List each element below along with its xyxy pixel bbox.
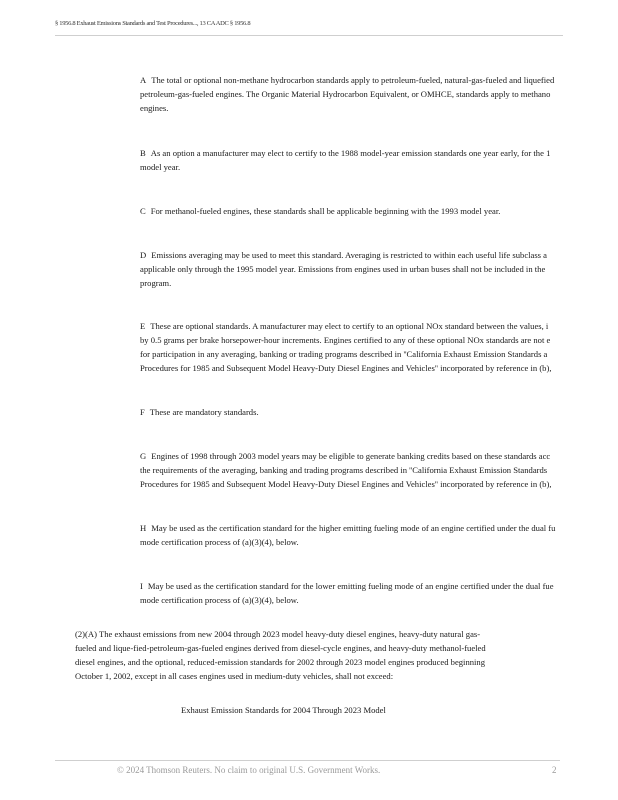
footnote-line: for participation in any averaging, banking or trading programs described in ''California Exhaust Emission Standards a xyxy=(140,349,548,359)
table-title: Exhaust Emission Standards for 2004 Through 2023 Model xyxy=(181,705,386,715)
page-number: 2 xyxy=(552,765,557,775)
footnote-f xyxy=(140,405,618,419)
footnote-i xyxy=(140,579,618,607)
footnote-letter: D xyxy=(140,250,147,260)
footnote-line: mode certification process of (a)(3)(4), below. xyxy=(140,595,299,605)
section-2a-paragraph xyxy=(75,627,565,683)
paragraph-line: fueled and lique-fied-petroleum-gas-fueled engines derived from diesel-cycle engines, and heavy-duty methanol-fueled xyxy=(75,643,486,653)
footnote-line: petroleum-gas-fueled engines. The Organic Material Hydrocarbon Equivalent, or OMHCE, standards apply to methano xyxy=(140,89,551,99)
footnote-line: mode certification process of (a)(3)(4), below. xyxy=(140,537,299,547)
footnote-letter: F xyxy=(140,407,145,417)
footnote-letter: H xyxy=(140,523,147,533)
paragraph-line: October 1, 2002, except in all cases engines used in medium-duty vehicles, shall not exceed: xyxy=(75,671,394,681)
header-divider xyxy=(55,35,563,36)
footnote-line: F These are mandatory standards. xyxy=(140,407,259,417)
footnote-line: model year. xyxy=(140,162,181,172)
footnote-letter: E xyxy=(140,321,146,331)
footnote-b xyxy=(140,146,618,174)
footnote-line: Procedures for 1985 and Subsequent Model Heavy-Duty Diesel Engines and Vehicles'' incorporated by reference in (b), xyxy=(140,363,552,373)
footnote-d xyxy=(140,248,618,290)
footnote-letter: I xyxy=(140,581,143,591)
footnote-line: Procedures for 1985 and Subsequent Model Heavy-Duty Diesel Engines and Vehicles'' incorporated by reference in (b), xyxy=(140,479,552,489)
footnote-line: applicable only through the 1995 model year. Emissions from engines used in urban buses shall not be included in the xyxy=(140,264,546,274)
footnote-e xyxy=(140,319,618,375)
footnote-line: E These are optional standards. A manufacturer may elect to certify to an optional NOx standard between the values, i xyxy=(140,321,549,331)
footnote-letter: A xyxy=(140,75,147,85)
footnote-h xyxy=(140,521,618,549)
footnote-c xyxy=(140,204,618,218)
footnote-a xyxy=(140,73,618,115)
footnote-line: B As an option a manufacturer may elect to certify to the 1988 model-year emission standards one year early, for the 1 xyxy=(140,148,551,158)
footnote-line: C For methanol-fueled engines, these standards shall be applicable beginning with the 1993 model year. xyxy=(140,206,501,216)
copyright-footer: © 2024 Thomson Reuters. No claim to original U.S. Government Works. xyxy=(117,765,381,775)
footnote-letter: C xyxy=(140,206,146,216)
footnote-line: engines. xyxy=(140,103,169,113)
footnote-line: G Engines of 1998 through 2003 model years may be eligible to generate banking credits based on these standards acc xyxy=(140,451,551,461)
paragraph-line: diesel engines, and the optional, reduced-emission standards for 2002 through 2023 model engines produced beginning xyxy=(75,657,486,667)
footer-divider xyxy=(55,760,560,761)
running-header: § 1956.8 Exhaust Emissions Standards and Test Procedures..., 13 CA ADC § 1956.8 xyxy=(55,20,251,27)
footnote-line: program. xyxy=(140,278,172,288)
footnote-line: the requirements of the averaging, banking and trading programs described in ''California Exhaust Emission Standards xyxy=(140,465,548,475)
paragraph-line: (2)(A) The exhaust emissions from new 2004 through 2023 model heavy-duty diesel engines, heavy-duty natural gas- xyxy=(75,629,481,639)
footnote-line: A The total or optional non-methane hydrocarbon standards apply to petroleum-fueled, natural-gas-fueled and liquefied xyxy=(140,75,555,85)
footnote-g xyxy=(140,449,618,491)
footnote-line: D Emissions averaging may be used to meet this standard. Averaging is restricted to within each useful life subclass a xyxy=(140,250,547,260)
footnote-letter: G xyxy=(140,451,147,461)
footnote-line: I May be used as the certification standard for the lower emitting fueling mode of an engine certified under the dual fue xyxy=(140,581,554,591)
footnote-line: by 0.5 grams per brake horsepower-hour increments. Engines certified to any of these optional NOx standards are not e xyxy=(140,335,551,345)
footnote-letter: B xyxy=(140,148,146,158)
footnote-line: H May be used as the certification standard for the higher emitting fueling mode of an engine certified under the dual fu xyxy=(140,523,556,533)
